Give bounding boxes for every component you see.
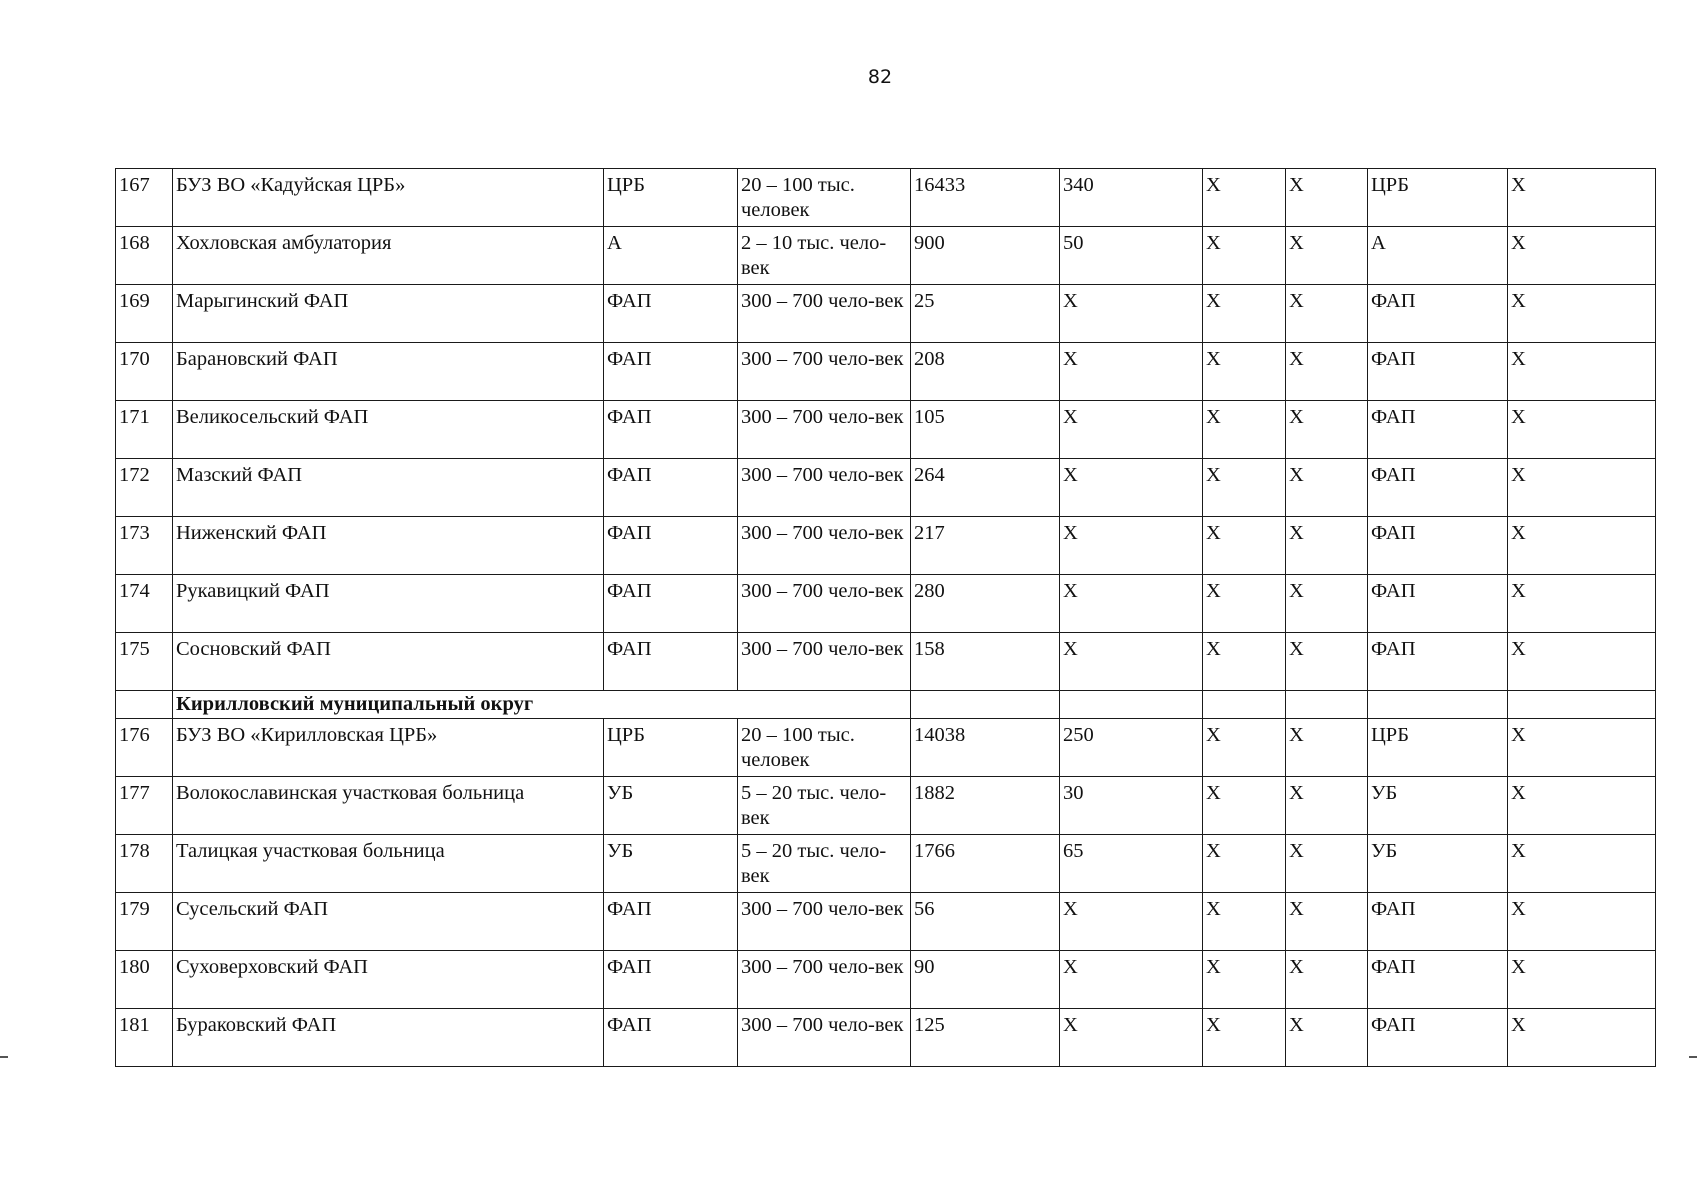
cell-row-number: 172 [116,459,173,517]
cell-col-7: Х [1203,285,1286,343]
cell-target-type: ЦРБ [1368,719,1508,777]
cell-target-type: УБ [1368,777,1508,835]
cell-col-8: Х [1286,777,1368,835]
cell-capacity: Х [1060,459,1203,517]
cell-col-10: Х [1508,285,1656,343]
cell-facility-name: Сосновский ФАП [173,633,604,691]
section-title: Кирилловский муниципальный округ [173,691,911,719]
table-row [116,285,1656,343]
cell-population-range: 2 – 10 тыс. чело-век [738,227,911,285]
cell-col-10: Х [1508,835,1656,893]
cell-population-range: 300 – 700 чело-век [738,343,911,401]
cell-target-type: ФАП [1368,285,1508,343]
cell-capacity: Х [1060,1009,1203,1067]
cell-col-7: Х [1203,835,1286,893]
cell-col-8: Х [1286,951,1368,1009]
cell-col-8: Х [1286,169,1368,227]
cell-row-number: 169 [116,285,173,343]
cell-facility-name: Барановский ФАП [173,343,604,401]
cell-population: 158 [911,633,1060,691]
cell-population-range: 5 – 20 тыс. чело-век [738,835,911,893]
cell-population: 208 [911,343,1060,401]
cell-population-range: 20 – 100 тыс. человек [738,719,911,777]
cell-facility-type: А [604,227,738,285]
table-row [116,169,1656,227]
cell-population: 1882 [911,777,1060,835]
table-row [116,633,1656,691]
cell-population-range: 300 – 700 чело-век [738,1009,911,1067]
cell-col-10: Х [1508,169,1656,227]
cell-col-10 [1508,691,1656,719]
cell-col-10: Х [1508,575,1656,633]
cell-row-number: 178 [116,835,173,893]
margin-mark-right [1689,1056,1697,1058]
cell-target-type: УБ [1368,835,1508,893]
cell-facility-type: ФАП [604,893,738,951]
cell-population: 14038 [911,719,1060,777]
cell-target-type: ФАП [1368,1009,1508,1067]
cell-facility-name: Суховерховский ФАП [173,951,604,1009]
cell-facility-name: Бураковский ФАП [173,1009,604,1067]
table-row [116,777,1656,835]
cell-population: 16433 [911,169,1060,227]
cell-col-7: Х [1203,227,1286,285]
cell-col-10: Х [1508,517,1656,575]
cell-row-number: 168 [116,227,173,285]
cell-facility-type: УБ [604,777,738,835]
cell-facility-type: ФАП [604,633,738,691]
cell-col-8: Х [1286,575,1368,633]
cell-col-7: Х [1203,893,1286,951]
cell-row-number: 174 [116,575,173,633]
cell-col-7: Х [1203,517,1286,575]
cell-col-7: Х [1203,343,1286,401]
cell-row-number: 181 [116,1009,173,1067]
cell-population: 900 [911,227,1060,285]
cell-col-8 [1286,691,1368,719]
cell-col-7: Х [1203,459,1286,517]
cell-population: 217 [911,517,1060,575]
cell-population: 264 [911,459,1060,517]
cell-population-range: 300 – 700 чело-век [738,517,911,575]
cell-target-type: ФАП [1368,459,1508,517]
cell-population: 1766 [911,835,1060,893]
cell-population-range: 300 – 700 чело-век [738,285,911,343]
table-row [116,835,1656,893]
cell-population [911,691,1060,719]
cell-population-range: 20 – 100 тыс. человек [738,169,911,227]
table-row [116,893,1656,951]
cell-col-7: Х [1203,401,1286,459]
table-row [116,575,1656,633]
cell-row-number: 177 [116,777,173,835]
cell-capacity: 250 [1060,719,1203,777]
table-row [116,459,1656,517]
cell-row-number [116,691,173,719]
cell-col-8: Х [1286,893,1368,951]
cell-facility-type: ФАП [604,401,738,459]
cell-facility-type: ФАП [604,575,738,633]
cell-facility-name: Хохловская амбулатория [173,227,604,285]
page-number: 82 [867,66,893,88]
cell-col-10: Х [1508,401,1656,459]
cell-col-7: Х [1203,777,1286,835]
cell-capacity: 65 [1060,835,1203,893]
cell-facility-type: ФАП [604,459,738,517]
cell-population: 25 [911,285,1060,343]
cell-col-7: Х [1203,169,1286,227]
cell-row-number: 170 [116,343,173,401]
cell-target-type: А [1368,227,1508,285]
cell-target-type: ФАП [1368,633,1508,691]
facilities-table [115,168,1656,1067]
cell-target-type: ЦРБ [1368,169,1508,227]
cell-col-7 [1203,691,1286,719]
table-row [116,517,1656,575]
cell-row-number: 167 [116,169,173,227]
cell-col-8: Х [1286,1009,1368,1067]
cell-facility-type: ФАП [604,1009,738,1067]
cell-population: 125 [911,1009,1060,1067]
cell-facility-type: ЦРБ [604,719,738,777]
cell-facility-type: ФАП [604,343,738,401]
cell-col-8: Х [1286,835,1368,893]
cell-population-range: 5 – 20 тыс. чело-век [738,777,911,835]
cell-col-10: Х [1508,343,1656,401]
cell-col-8: Х [1286,459,1368,517]
cell-col-8: Х [1286,285,1368,343]
cell-population-range: 300 – 700 чело-век [738,459,911,517]
cell-row-number: 179 [116,893,173,951]
cell-capacity [1060,691,1203,719]
cell-col-7: Х [1203,951,1286,1009]
cell-col-7: Х [1203,719,1286,777]
cell-capacity: 50 [1060,227,1203,285]
cell-col-8: Х [1286,517,1368,575]
cell-col-10: Х [1508,459,1656,517]
cell-target-type: ФАП [1368,401,1508,459]
table-body [116,169,1656,1067]
table-row [116,719,1656,777]
cell-row-number: 180 [116,951,173,1009]
cell-facility-name: Сусельский ФАП [173,893,604,951]
cell-facility-name: Мазский ФАП [173,459,604,517]
cell-target-type: ФАП [1368,575,1508,633]
cell-facility-name: Великосельский ФАП [173,401,604,459]
cell-col-7: Х [1203,575,1286,633]
margin-mark-left [0,1056,8,1058]
cell-target-type: ФАП [1368,517,1508,575]
cell-population: 105 [911,401,1060,459]
cell-col-8: Х [1286,719,1368,777]
cell-facility-type: УБ [604,835,738,893]
cell-capacity: Х [1060,517,1203,575]
cell-facility-name: Волокославинская участковая больница [173,777,604,835]
cell-facility-name: Талицкая участковая больница [173,835,604,893]
table-row [116,227,1656,285]
table-row [116,343,1656,401]
cell-capacity: Х [1060,893,1203,951]
cell-capacity: Х [1060,401,1203,459]
table-row [116,1009,1656,1067]
cell-facility-type: ФАП [604,517,738,575]
cell-col-8: Х [1286,227,1368,285]
cell-capacity: Х [1060,951,1203,1009]
cell-population: 56 [911,893,1060,951]
cell-capacity: 340 [1060,169,1203,227]
section-row [116,691,1656,719]
cell-col-7: Х [1203,633,1286,691]
cell-col-8: Х [1286,401,1368,459]
table-row [116,401,1656,459]
table-row [116,951,1656,1009]
cell-capacity: 30 [1060,777,1203,835]
cell-population-range: 300 – 700 чело-век [738,893,911,951]
cell-facility-name: Марыгинский ФАП [173,285,604,343]
cell-target-type [1368,691,1508,719]
cell-col-7: Х [1203,1009,1286,1067]
cell-capacity: Х [1060,343,1203,401]
cell-facility-type: ФАП [604,951,738,1009]
cell-facility-name: БУЗ ВО «Кадуйская ЦРБ» [173,169,604,227]
cell-row-number: 176 [116,719,173,777]
cell-col-10: Х [1508,719,1656,777]
cell-col-10: Х [1508,633,1656,691]
cell-row-number: 173 [116,517,173,575]
cell-row-number: 175 [116,633,173,691]
cell-facility-name: БУЗ ВО «Кирилловская ЦРБ» [173,719,604,777]
cell-population-range: 300 – 700 чело-век [738,401,911,459]
cell-col-10: Х [1508,227,1656,285]
cell-population-range: 300 – 700 чело-век [738,633,911,691]
cell-col-10: Х [1508,951,1656,1009]
cell-target-type: ФАП [1368,343,1508,401]
cell-capacity: Х [1060,575,1203,633]
cell-col-10: Х [1508,777,1656,835]
cell-target-type: ФАП [1368,893,1508,951]
cell-row-number: 171 [116,401,173,459]
cell-facility-type: ЦРБ [604,169,738,227]
cell-facility-name: Ниженский ФАП [173,517,604,575]
cell-target-type: ФАП [1368,951,1508,1009]
cell-population: 280 [911,575,1060,633]
cell-facility-name: Рукавицкий ФАП [173,575,604,633]
cell-col-8: Х [1286,343,1368,401]
cell-col-8: Х [1286,633,1368,691]
cell-population-range: 300 – 700 чело-век [738,951,911,1009]
cell-population-range: 300 – 700 чело-век [738,575,911,633]
cell-col-10: Х [1508,1009,1656,1067]
cell-capacity: Х [1060,633,1203,691]
cell-population: 90 [911,951,1060,1009]
cell-capacity: Х [1060,285,1203,343]
cell-facility-type: ФАП [604,285,738,343]
cell-col-10: Х [1508,893,1656,951]
